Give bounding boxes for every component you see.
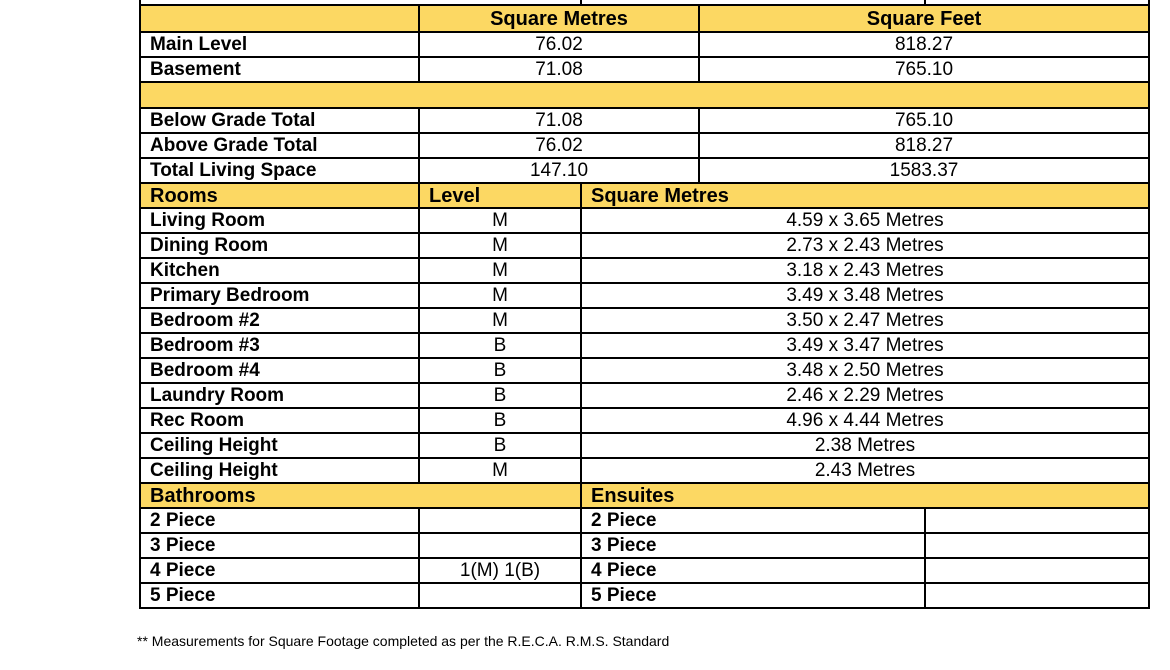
rooms-header-level: Level <box>419 183 581 208</box>
measurement-table <box>139 0 1150 609</box>
rooms-header-row <box>140 183 1149 208</box>
ensuite-type: 5 Piece <box>581 583 925 608</box>
room-row <box>140 283 1149 308</box>
ensuite-count <box>925 583 1149 608</box>
room-size: 3.18 x 2.43 Metres <box>581 258 1149 283</box>
area-row-sq-metres: 71.08 <box>419 57 699 82</box>
total-row <box>140 133 1149 158</box>
area-row-label: Basement <box>140 57 419 82</box>
ensuite-count <box>925 533 1149 558</box>
bath-count <box>419 583 581 608</box>
area-row-sq-metres: 76.02 <box>419 32 699 57</box>
room-name: Bedroom #2 <box>140 308 419 333</box>
room-level: M <box>419 283 581 308</box>
bath-row <box>140 558 1149 583</box>
room-row <box>140 383 1149 408</box>
room-row <box>140 208 1149 233</box>
room-row <box>140 258 1149 283</box>
total-row-label: Total Living Space <box>140 158 419 183</box>
ensuite-type: 3 Piece <box>581 533 925 558</box>
bath-count <box>419 508 581 533</box>
bath-row <box>140 508 1149 533</box>
area-row-sq-feet: 818.27 <box>699 32 1149 57</box>
total-row-sq-feet: 1583.37 <box>699 158 1149 183</box>
room-size: 3.49 x 3.47 Metres <box>581 333 1149 358</box>
ensuite-count <box>925 508 1149 533</box>
bath-row <box>140 533 1149 558</box>
room-size: 2.46 x 2.29 Metres <box>581 383 1149 408</box>
room-name: Living Room <box>140 208 419 233</box>
bath-count: 1(M) 1(B) <box>419 558 581 583</box>
room-size: 3.49 x 3.48 Metres <box>581 283 1149 308</box>
room-level: M <box>419 208 581 233</box>
room-level: B <box>419 383 581 408</box>
room-size: 4.96 x 4.44 Metres <box>581 408 1149 433</box>
total-row-label: Below Grade Total <box>140 108 419 133</box>
room-level: M <box>419 258 581 283</box>
room-name: Rec Room <box>140 408 419 433</box>
room-level: M <box>419 458 581 483</box>
room-level: M <box>419 308 581 333</box>
ensuite-type: 4 Piece <box>581 558 925 583</box>
total-row-label: Above Grade Total <box>140 133 419 158</box>
room-name: Bedroom #3 <box>140 333 419 358</box>
total-row <box>140 108 1149 133</box>
room-level: B <box>419 408 581 433</box>
total-row-sq-feet: 765.10 <box>699 108 1149 133</box>
room-size: 3.48 x 2.50 Metres <box>581 358 1149 383</box>
room-row <box>140 333 1149 358</box>
room-name: Kitchen <box>140 258 419 283</box>
room-name: Bedroom #4 <box>140 358 419 383</box>
room-row <box>140 408 1149 433</box>
room-name: Ceiling Height <box>140 433 419 458</box>
rooms-header-size: Square Metres <box>581 183 1149 208</box>
total-row-sq-feet: 818.27 <box>699 133 1149 158</box>
room-level: B <box>419 333 581 358</box>
area-header-label <box>140 5 419 32</box>
area-row-label: Main Level <box>140 32 419 57</box>
area-row-sq-feet: 765.10 <box>699 57 1149 82</box>
room-row <box>140 233 1149 258</box>
rooms-header-room: Rooms <box>140 183 419 208</box>
bath-count <box>419 533 581 558</box>
area-header-sq-feet: Square Feet <box>699 5 1149 32</box>
bath-type: 5 Piece <box>140 583 419 608</box>
room-name: Ceiling Height <box>140 458 419 483</box>
room-name: Dining Room <box>140 233 419 258</box>
room-size: 2.73 x 2.43 Metres <box>581 233 1149 258</box>
room-size: 3.50 x 2.47 Metres <box>581 308 1149 333</box>
room-row <box>140 458 1149 483</box>
total-row-sq-metres: 147.10 <box>419 158 699 183</box>
area-row <box>140 32 1149 57</box>
bath-type: 4 Piece <box>140 558 419 583</box>
bath-type: 2 Piece <box>140 508 419 533</box>
total-row-sq-metres: 76.02 <box>419 133 699 158</box>
bath-header-bathrooms: Bathrooms <box>140 483 581 508</box>
bath-type: 3 Piece <box>140 533 419 558</box>
bath-header-ensuites: Ensuites <box>581 483 1149 508</box>
room-size: 2.38 Metres <box>581 433 1149 458</box>
footnote: ** Measurements for Square Footage completed as per the R.E.C.A. R.M.S. Standard <box>137 633 670 649</box>
bath-row <box>140 583 1149 608</box>
area-header-sq-metres: Square Metres <box>419 5 699 32</box>
room-name: Primary Bedroom <box>140 283 419 308</box>
room-row <box>140 433 1149 458</box>
room-level: M <box>419 233 581 258</box>
total-row <box>140 158 1149 183</box>
area-row <box>140 57 1149 82</box>
total-row-sq-metres: 71.08 <box>419 108 699 133</box>
ensuite-type: 2 Piece <box>581 508 925 533</box>
room-size: 2.43 Metres <box>581 458 1149 483</box>
ensuite-count <box>925 558 1149 583</box>
room-name: Laundry Room <box>140 383 419 408</box>
room-level: B <box>419 433 581 458</box>
measurement-sheet <box>139 0 1031 609</box>
yellow-spacer-row <box>140 82 1149 108</box>
room-row <box>140 308 1149 333</box>
room-row <box>140 358 1149 383</box>
bath-header-row <box>140 483 1149 508</box>
room-level: B <box>419 358 581 383</box>
room-size: 4.59 x 3.65 Metres <box>581 208 1149 233</box>
area-header-row <box>140 5 1149 32</box>
